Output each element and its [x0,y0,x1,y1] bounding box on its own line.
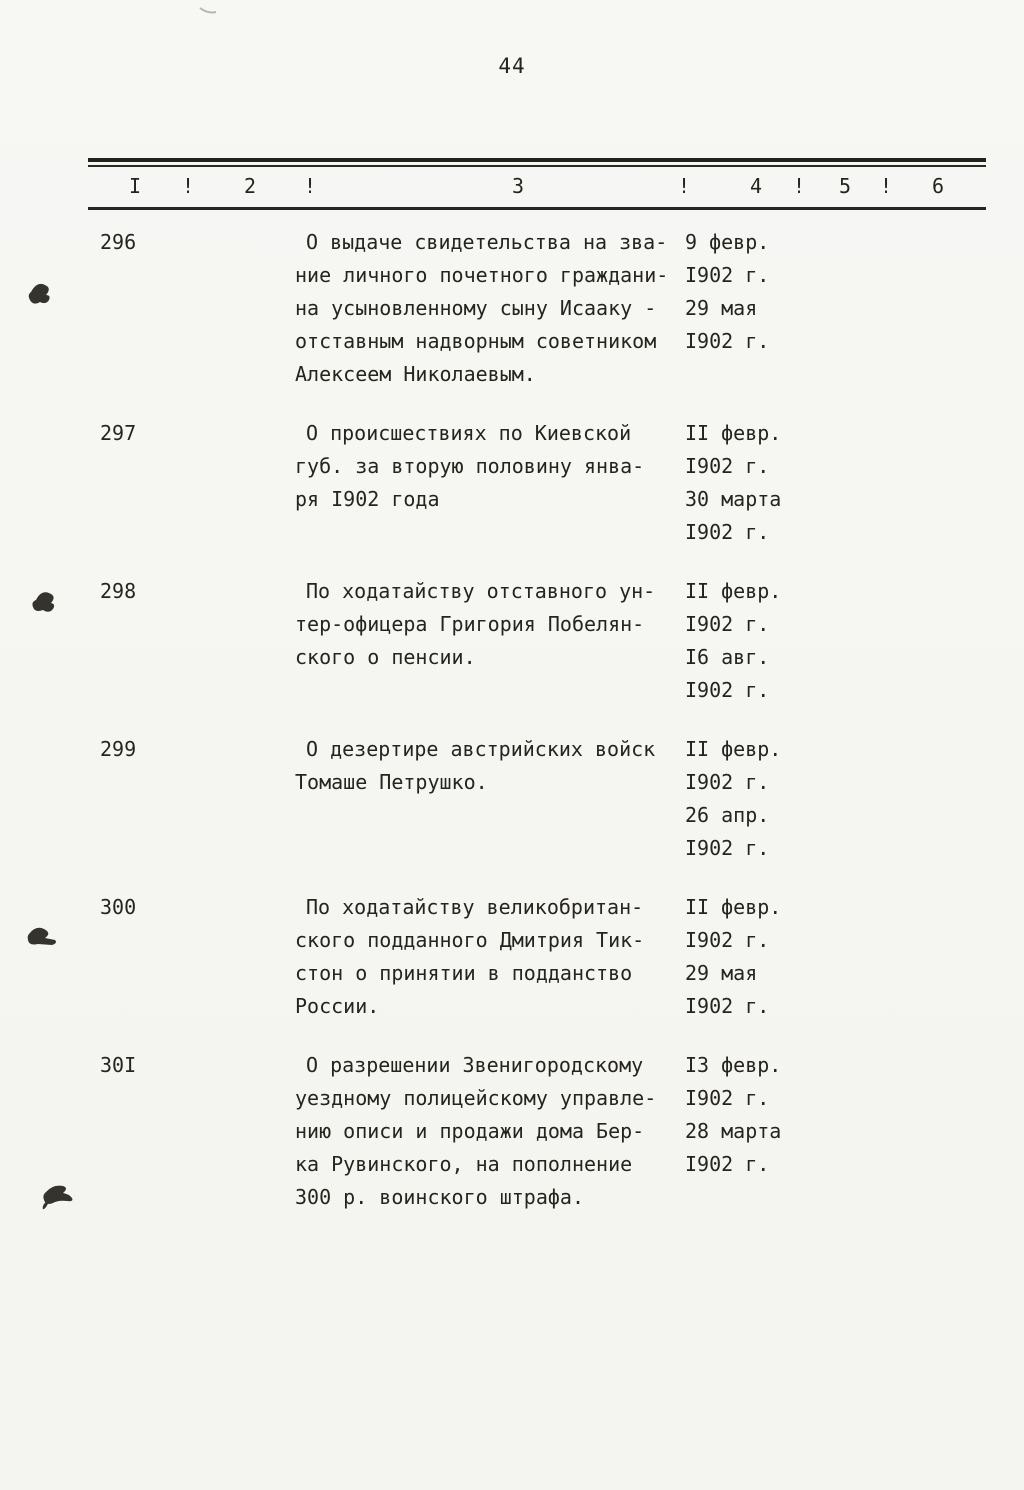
entry-number: 300 [100,895,137,919]
entry-number: 298 [100,579,137,603]
description-line: О разрешении Звенигородскому [306,1053,644,1077]
date-line: I902 г. [685,678,770,702]
column-header-4: 4 [749,174,763,198]
column-separator: ! [181,174,195,198]
date-line: I902 г. [685,520,770,544]
description-line: губ. за вторую половину янва- [295,454,645,478]
description-line: ка Рувинского, на пополнение [295,1152,633,1176]
description-line: По ходатайству отставного ун- [306,579,656,603]
description-line: О происшествиях по Киевской [306,421,632,445]
table-row [0,575,1024,707]
table-body [0,226,1024,1240]
column-header-6: 6 [931,174,945,198]
date-line: I902 г. [685,612,770,636]
date-line: II февр. [685,737,782,761]
date-line: 29 мая [685,961,758,985]
description-line: тер-офицера Григория Побелян- [295,612,645,636]
entry-dates [685,733,815,865]
pen-mark-icon [200,8,216,13]
column-separator: ! [792,174,806,198]
column-separator: ! [677,174,691,198]
description-line: нию описи и продажи дома Бер- [295,1119,645,1143]
date-line: 30 марта [685,487,782,511]
entry-description [295,891,685,1023]
description-line: ского о пенсии. [295,645,476,669]
date-line: II февр. [685,579,782,603]
description-line: Алексеем Николаевым. [295,362,536,386]
entry-number: 297 [100,421,137,445]
date-line: I902 г. [685,770,770,794]
description-line: уездному полицейскому управле- [295,1086,657,1110]
entry-dates [685,417,815,549]
date-line: II февр. [685,895,782,919]
date-line: 28 марта [685,1119,782,1143]
column-header-2: 2 [243,174,257,198]
description-line: ря I902 года [295,487,440,511]
column-header-5: 5 [838,174,852,198]
description-line: отставным надворным советником [295,329,657,353]
date-line: I902 г. [685,1152,770,1176]
entry-dates [685,575,815,707]
entry-number: 30I [100,1053,137,1077]
column-header-3: 3 [511,174,525,198]
description-line: По ходатайству великобритан- [306,895,644,919]
entry-description [295,575,685,674]
entry-number: 299 [100,737,137,761]
date-line: 9 февр. [685,230,770,254]
table-row [0,733,1024,865]
table-header-row [88,167,986,207]
date-line: I902 г. [685,1086,770,1110]
column-header-1: I [128,174,142,198]
description-line: 300 р. воинского штрафа. [295,1185,584,1209]
entry-dates [685,226,815,358]
date-line: I6 авг. [685,645,770,669]
entry-description [295,417,685,516]
date-line: 26 апр. [685,803,770,827]
entry-dates [685,1049,815,1181]
date-line: I902 г. [685,836,770,860]
description-line: О дезертире австрийских войск [306,737,656,761]
date-line: I902 г. [685,329,770,353]
date-line: I902 г. [685,928,770,952]
table-header [88,158,986,210]
description-line: О выдаче свидетельства на зва- [306,230,668,254]
description-line: на усыновленному сыну Исааку - [295,296,657,320]
date-line: I902 г. [685,263,770,287]
column-separator: ! [879,174,893,198]
table-row [0,1049,1024,1214]
date-line: II февр. [685,421,782,445]
column-separator: ! [303,174,317,198]
header-bottom-rule [88,207,986,210]
entry-description [295,226,685,391]
table-row [0,891,1024,1023]
entry-description [295,1049,685,1214]
header-top-rule [88,158,986,167]
page-number: 44 [498,54,526,78]
description-line: России. [295,994,380,1018]
description-line: Томаше Петрушко. [295,770,488,794]
entry-number: 296 [100,230,137,254]
date-line: 29 мая [685,296,758,320]
description-line: ского подданного Дмитрия Тик- [295,928,645,952]
entry-dates [685,891,815,1023]
date-line: I902 г. [685,454,770,478]
date-line: I3 февр. [685,1053,782,1077]
table-row [0,417,1024,549]
entry-description [295,733,685,799]
description-line: стон о принятии в подданство [295,961,633,985]
description-line: ние личного почетного граждани- [295,263,669,287]
date-line: I902 г. [685,994,770,1018]
table-row [0,226,1024,391]
